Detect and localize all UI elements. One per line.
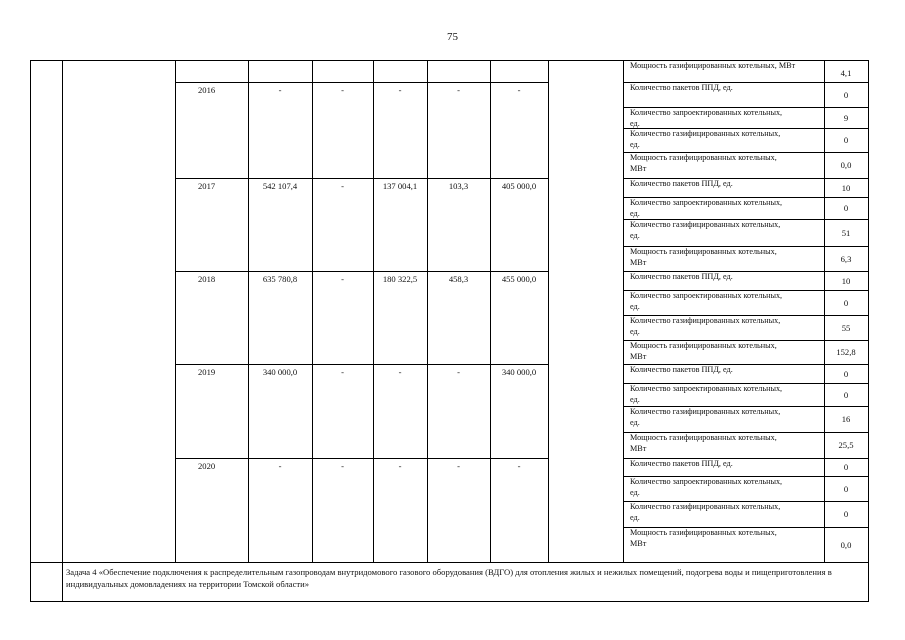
- indicator-value: 0: [843, 368, 849, 379]
- indicator-label: Количество пакетов ППД, ед.: [630, 365, 733, 374]
- indicator-label: Мощность газифицированных котельных, МВт: [630, 247, 777, 267]
- indicator-label: Мощность газифицированных котельных, МВт: [630, 528, 777, 548]
- table-rule: [868, 60, 869, 602]
- funding-regional: 180 322,5: [382, 274, 418, 284]
- funding-total: -: [278, 461, 282, 471]
- year-label: 2018: [198, 274, 216, 284]
- table-rule: [548, 60, 549, 563]
- table-rule: [312, 60, 313, 563]
- indicator-value: 0: [843, 297, 849, 308]
- indicator-value: 0: [843, 509, 849, 519]
- funding-local: 458,3: [448, 274, 469, 284]
- indicator-label: Количество запроектированных котельных, ед.: [630, 291, 783, 311]
- indicator-value: 4,1: [840, 68, 852, 78]
- year-label: 2017: [198, 181, 216, 191]
- indicator-label: Мощность газифицированных котельных, МВт: [630, 341, 777, 361]
- funding-total: -: [278, 85, 282, 95]
- indicator-value: 16: [841, 414, 851, 424]
- funding-regional: 137 004,1: [382, 181, 418, 191]
- table-rule: [248, 60, 249, 563]
- indicator-label: Мощность газифицированных котельных, МВт: [630, 153, 777, 173]
- indicator-value: 55: [841, 322, 851, 333]
- indicator-label: Количество запроектированных котельных, ед.: [630, 384, 783, 404]
- funding-extrabudget: 455 000,0: [501, 274, 537, 284]
- indicator-value: 0: [843, 203, 849, 213]
- funding-federal: -: [341, 85, 344, 95]
- indicator-value: 0: [843, 462, 849, 472]
- funding-extrabudget: 405 000,0: [501, 181, 537, 191]
- funding-regional: -: [398, 461, 402, 471]
- indicator-value: 25,5: [838, 440, 854, 450]
- funding-local: -: [457, 367, 460, 377]
- funding-total: 542 107,4: [262, 181, 298, 191]
- funding-extrabudget: 340 000,0: [501, 367, 537, 377]
- table-rule: [623, 562, 869, 563]
- funding-local: 103,3: [448, 181, 469, 191]
- indicator-label: Мощность газифицированных котельных, МВт: [630, 61, 796, 70]
- table-rule: [30, 60, 31, 602]
- table-rule: [490, 60, 491, 563]
- funding-extrabudget: -: [517, 461, 521, 471]
- indicator-value: 0: [843, 389, 849, 400]
- indicator-label: Количество запроектированных котельных, ед.: [630, 477, 783, 497]
- indicator-value: 10: [841, 182, 851, 193]
- indicator-label: Количество пакетов ППД, ед.: [630, 179, 733, 188]
- indicator-value: 0,0: [840, 160, 852, 170]
- table-rule: [373, 60, 374, 563]
- indicator-label: Количество газифицированных котельных, ед.: [630, 407, 781, 427]
- funding-federal: -: [341, 274, 344, 284]
- table-rule: [30, 601, 869, 602]
- year-label: 2016: [198, 85, 216, 95]
- table-rule: [623, 60, 624, 563]
- table-rule: [175, 458, 549, 459]
- funding-regional: -: [398, 85, 402, 95]
- table-rule: [175, 60, 176, 563]
- funding-total: 340 000,0: [262, 367, 298, 377]
- funding-federal: -: [341, 461, 344, 471]
- indicator-value: 51: [841, 227, 851, 238]
- funding-regional: -: [398, 367, 402, 377]
- page-number: 75: [447, 31, 458, 43]
- funding-federal: -: [341, 367, 344, 377]
- indicator-label: Количество пакетов ППД, ед.: [630, 83, 733, 92]
- indicator-label: Количество газифицированных котельных, ед.: [630, 220, 781, 240]
- funding-federal: -: [341, 181, 344, 191]
- table-rule: [175, 364, 549, 365]
- indicator-value: 10: [841, 275, 851, 286]
- table-rule: [175, 178, 549, 179]
- indicator-value: 6,3: [840, 253, 852, 264]
- indicator-value: 152,8: [836, 347, 856, 357]
- table-rule: [62, 60, 63, 602]
- indicator-label: Мощность газифицированных котельных, МВт: [630, 433, 777, 453]
- year-label: 2019: [198, 367, 216, 377]
- indicator-label: Количество запроектированных котельных, ед.: [630, 198, 783, 218]
- indicator-value: 0: [843, 483, 849, 494]
- indicator-label: Количество газифицированных котельных, ед.: [630, 316, 781, 336]
- indicator-label: Количество запроектированных котельных, ед.: [630, 108, 783, 128]
- table-rule: [175, 562, 549, 563]
- funding-extrabudget: -: [517, 85, 521, 95]
- funding-local: -: [457, 85, 460, 95]
- indicator-label: Количество пакетов ППД, ед.: [630, 272, 733, 281]
- indicator-value: 0: [843, 135, 849, 145]
- table-rule: [175, 271, 549, 272]
- funding-local: -: [457, 461, 460, 471]
- task-description: Задача 4 «Обеспечение подключения к распределительным газопроводам внутридомового газового оборудования (ВДГО) для отопления жилых и нежилых помещений, подогрева воды и пищеприготовления в индивидуальных домовладениях на территории Томской области»: [66, 567, 832, 589]
- year-label: 2020: [198, 461, 216, 471]
- table-rule: [427, 60, 428, 563]
- indicator-value: 0,0: [840, 539, 852, 550]
- funding-total: 635 780,8: [262, 274, 298, 284]
- table-rule: [175, 82, 549, 83]
- indicator-value: 9: [843, 112, 849, 123]
- indicator-label: Количество пакетов ППД, ед.: [630, 459, 733, 468]
- indicator-value: 0: [843, 89, 849, 100]
- indicator-label: Количество газифицированных котельных, ед.: [630, 129, 781, 149]
- indicator-label: Количество газифицированных котельных, ед.: [630, 502, 781, 522]
